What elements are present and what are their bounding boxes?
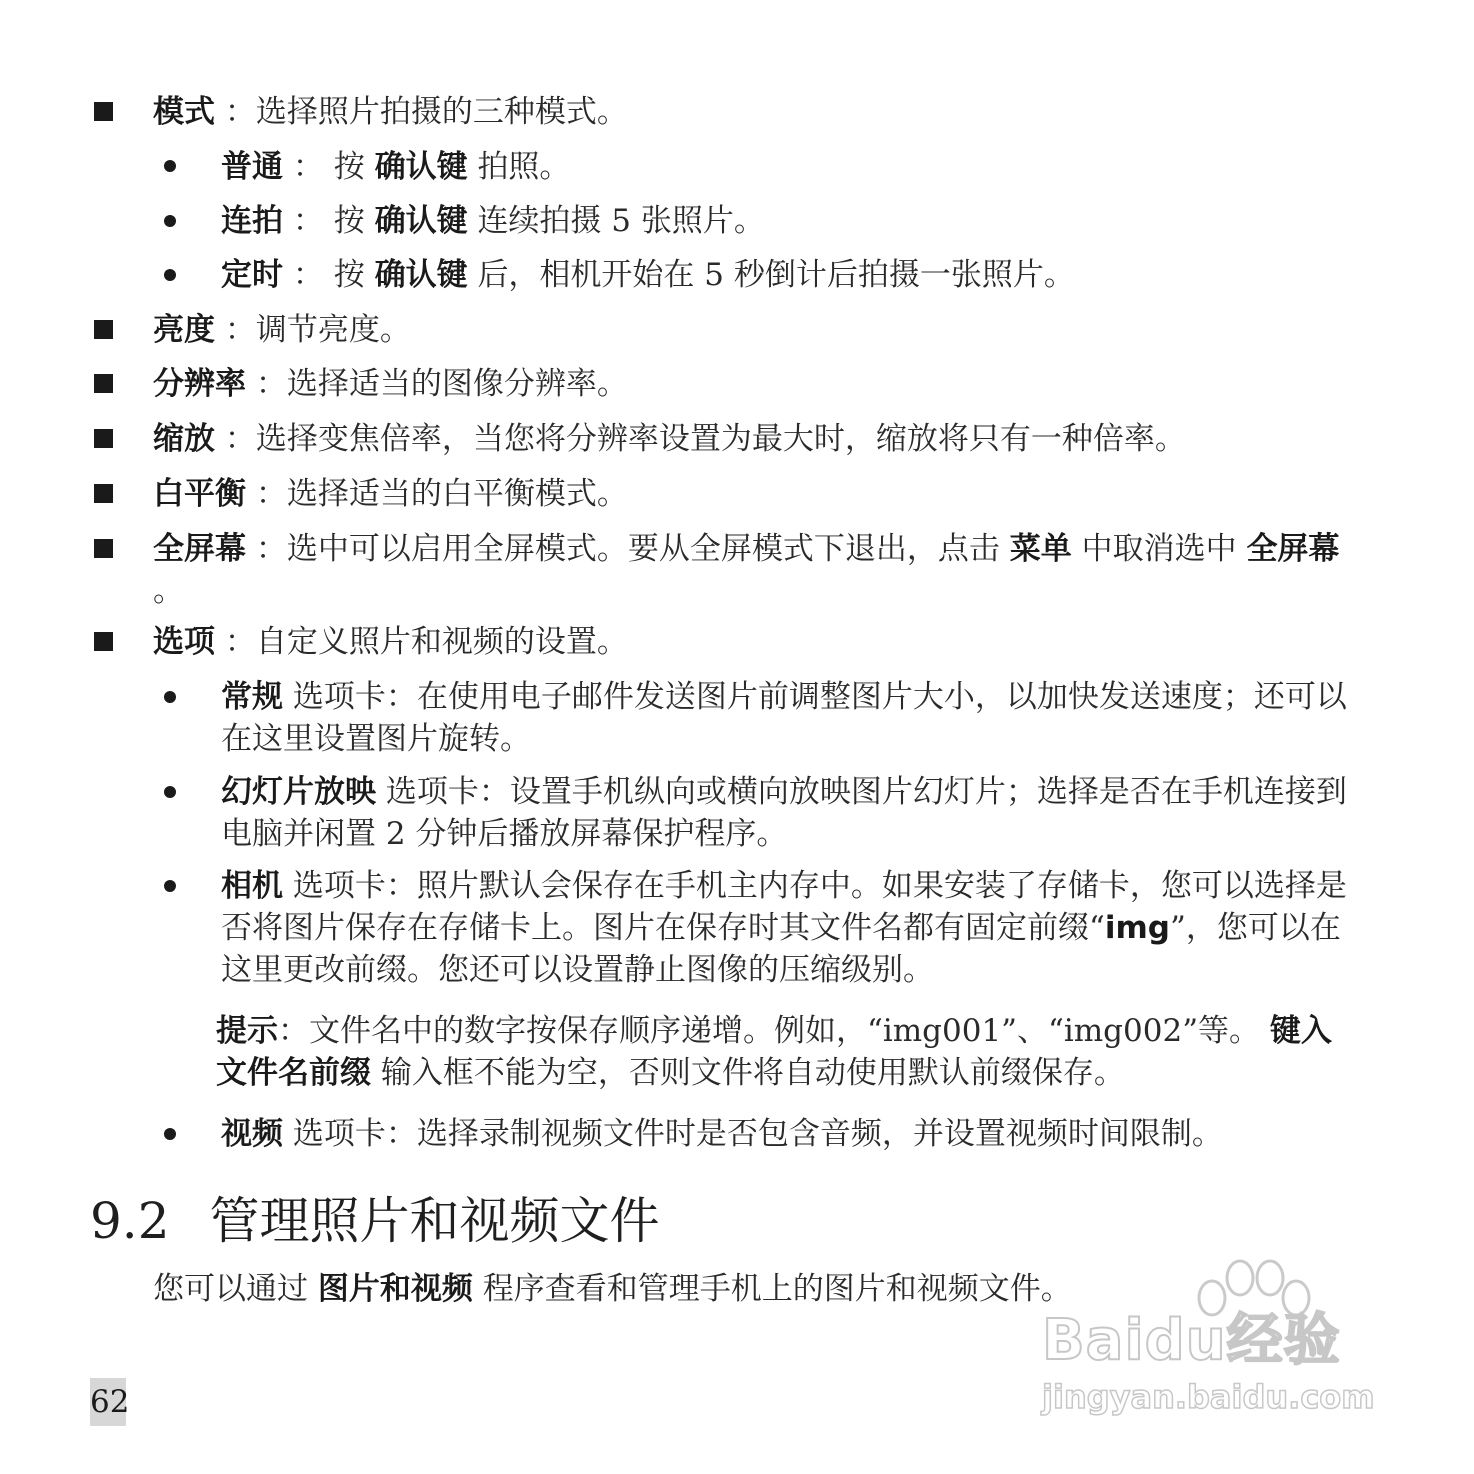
tab-name: 相机: [221, 868, 283, 904]
separator: ：: [224, 312, 256, 348]
square-bullet-icon: [94, 102, 113, 121]
page-number: 62: [90, 1378, 126, 1426]
term: 全屏幕: [153, 531, 246, 567]
description: 选项卡：照片默认会保存在手机主内存中。如果安装了存储卡，您可以选择是否将图片保存在存储卡上。图片在保存时其文件名都有固定前缀“: [221, 868, 1347, 946]
section-intro: [153, 1268, 1072, 1310]
description: 选项卡：在使用电子邮件发送图片前调整图片大小，以加快发送速度；还可以在这里设置图片旋转。: [221, 679, 1347, 757]
term: 模式: [153, 94, 215, 130]
prefix: 按: [333, 257, 365, 293]
section-title: 管理照片和视频文件: [209, 1192, 660, 1250]
list-item-zoom: [153, 418, 1186, 460]
description: 选择照片拍摄的三种模式。: [255, 94, 628, 130]
list-item-timer: [221, 254, 1075, 296]
baidu-watermark: [1030, 1258, 1390, 1428]
list-item-white-balance: [153, 473, 628, 515]
intro-text: 您可以通过: [153, 1271, 308, 1307]
round-bullet-icon: [164, 880, 176, 892]
separator: ：: [255, 476, 287, 512]
description: 自定义照片和视频的设置。: [255, 624, 628, 660]
description: 调节亮度。: [255, 312, 411, 348]
term: 亮度: [153, 312, 215, 348]
description: 选项卡：设置手机纵向或横向放映图片幻灯片；选择是否在手机连接到电脑并闲置 2 分钟后播放屏幕保护程序。: [221, 774, 1347, 852]
menu-name: 菜单: [1009, 531, 1072, 567]
list-item-normal: [221, 146, 570, 188]
round-bullet-icon: [164, 160, 176, 172]
description: 后，相机开始在 5 秒倒计后拍摄一张照片。: [477, 257, 1075, 293]
square-bullet-icon: [94, 374, 113, 393]
separator: ：: [255, 531, 287, 567]
list-item-fullscreen: [153, 528, 1363, 612]
description: 连续拍摄 5 张照片。: [477, 203, 765, 239]
square-bullet-icon: [94, 429, 113, 448]
description: 拍照。: [477, 149, 571, 185]
list-item-burst: [221, 200, 765, 242]
round-bullet-icon: [164, 786, 176, 798]
separator: ：: [224, 94, 256, 130]
description-continued: 中取消选中: [1081, 531, 1237, 567]
tip-text-continued: 输入框不能为空，否则文件将自动使用默认前缀保存。: [380, 1055, 1125, 1091]
intro-text-continued: 程序查看和管理手机上的图片和视频文件。: [482, 1271, 1072, 1307]
key-name: 确认键: [374, 203, 468, 239]
list-item-slideshow-tab: [221, 771, 1361, 855]
period: 。: [153, 573, 184, 609]
term: 白平衡: [153, 476, 246, 512]
square-bullet-icon: [94, 539, 113, 558]
description: 选择适当的白平衡模式。: [286, 476, 628, 512]
tab-name: 幻灯片放映: [221, 774, 376, 810]
tab-name: 常规: [221, 679, 283, 715]
separator: ：: [292, 257, 324, 293]
key-name: 确认键: [374, 257, 468, 293]
square-bullet-icon: [94, 632, 113, 651]
separator: ：: [255, 366, 287, 402]
prefix: 按: [333, 149, 365, 185]
list-item-camera-tab: [221, 865, 1361, 991]
description: 选择变焦倍率，当您将分辨率设置为最大时，缩放将只有一种倍率。: [255, 421, 1186, 457]
prefix: 按: [333, 203, 365, 239]
separator: ：: [292, 203, 324, 239]
round-bullet-icon: [164, 269, 176, 281]
key-name: 确认键: [374, 149, 468, 185]
option-name: 全屏幕: [1246, 531, 1340, 567]
list-item-brightness: [153, 309, 411, 351]
app-name: 图片和视频: [317, 1271, 473, 1307]
list-item-options: [153, 621, 628, 663]
field-name: 键入文件名前缀: [216, 1013, 1332, 1091]
separator: ：: [292, 149, 324, 185]
list-item-general-tab: [221, 676, 1361, 760]
section-heading: [90, 1190, 660, 1252]
term: 选项: [153, 624, 215, 660]
term: 缩放: [153, 421, 215, 457]
description: 选项卡：选择录制视频文件时是否包含音频，并设置视频时间限制。: [292, 1116, 1223, 1152]
description: 选中可以启用全屏模式。要从全屏模式下退出，点击: [286, 531, 1000, 567]
list-item-mode: [153, 91, 628, 133]
watermark-brand: Baidu经验: [1042, 1308, 1341, 1373]
separator: ：: [224, 624, 256, 660]
tip-label: 提示: [216, 1013, 278, 1049]
square-bullet-icon: [94, 484, 113, 503]
tip-text: ：文件名中的数字按保存顺序递增。例如，“img001”、“img002”等。: [278, 1013, 1261, 1049]
tip-note: [216, 1010, 1361, 1094]
section-number: 9.2: [90, 1192, 170, 1250]
list-item-video-tab: [221, 1113, 1223, 1155]
tab-name: 视频: [221, 1116, 283, 1152]
round-bullet-icon: [164, 215, 176, 227]
description-continued: ”，您可以在这里更改前缀。您还可以设置静止图像的压缩级别。: [221, 910, 1341, 988]
round-bullet-icon: [164, 1128, 176, 1140]
description: 选择适当的图像分辨率。: [286, 366, 628, 402]
term: 连拍: [221, 203, 283, 239]
square-bullet-icon: [94, 320, 113, 339]
watermark-url: jingyan.baidu.com: [1042, 1378, 1375, 1416]
term: 普通: [221, 149, 283, 185]
term: 分辨率: [153, 366, 246, 402]
list-item-resolution: [153, 363, 628, 405]
prefix-code: img: [1104, 910, 1170, 946]
round-bullet-icon: [164, 691, 176, 703]
separator: ：: [224, 421, 256, 457]
term: 定时: [221, 257, 283, 293]
